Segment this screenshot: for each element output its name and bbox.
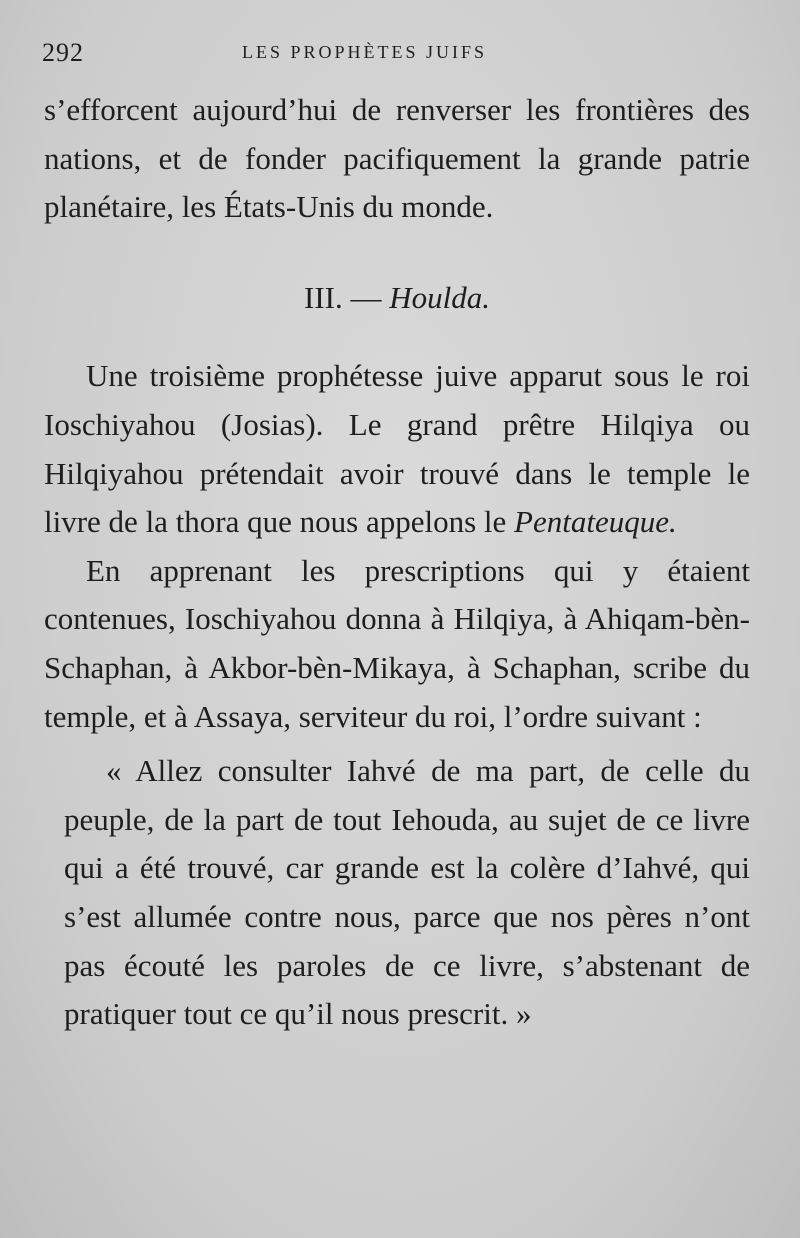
quotation-block <box>44 747 750 1039</box>
paragraph-houlda-intro <box>44 352 750 546</box>
quotation-text: « Allez consulter Iahvé de ma part, de celle du peuple, de la part de tout Iehouda, au sujet de ce livre qui a été trouvé, car grande est la colère d’Iahvé, qui s’est allumée contre nous, parce que nos pères n’ont pas écouté les paroles de ce livre, s’abstenant de pratiquer tout ce qu’il nous prescrit. » <box>64 753 750 1032</box>
body-text <box>44 86 750 1039</box>
paragraph-order: En apprenant les prescriptions qui y étaient contenues, Ioschiyahou donna à Hilqiya, à Ahiqam-bèn-Schaphan, à Akbor-bèn-Mikaya, à Schaphan, scribe du temple, et à Assaya, serviteur du roi, l’ordre suivant : <box>44 552 750 734</box>
page-header <box>42 38 742 78</box>
section-number: III. — <box>304 279 382 315</box>
section-title: Houlda. <box>389 279 490 315</box>
paragraph-continuation: s’efforcent aujourd’hui de renverser les frontières des nations, et de fonder pacifiquement la grande patrie planétaire, les États-Unis du monde. <box>44 92 750 225</box>
section-heading <box>44 274 750 323</box>
running-head: LES PROPHÈTES JUIFS <box>242 42 488 62</box>
page-number: 292 <box>42 38 84 67</box>
paragraph-houlda-intro-text: Une troisième prophétesse juive apparut sous le roi Ioschiyahou (Josias). Le grand prêtre Hilqiya ou Hilqiyahou prétendait avoir trouvé dans le temple le livre de la thora que nous appelons le <box>44 358 750 540</box>
pentateuque-italic: Pentateuque. <box>514 504 677 540</box>
